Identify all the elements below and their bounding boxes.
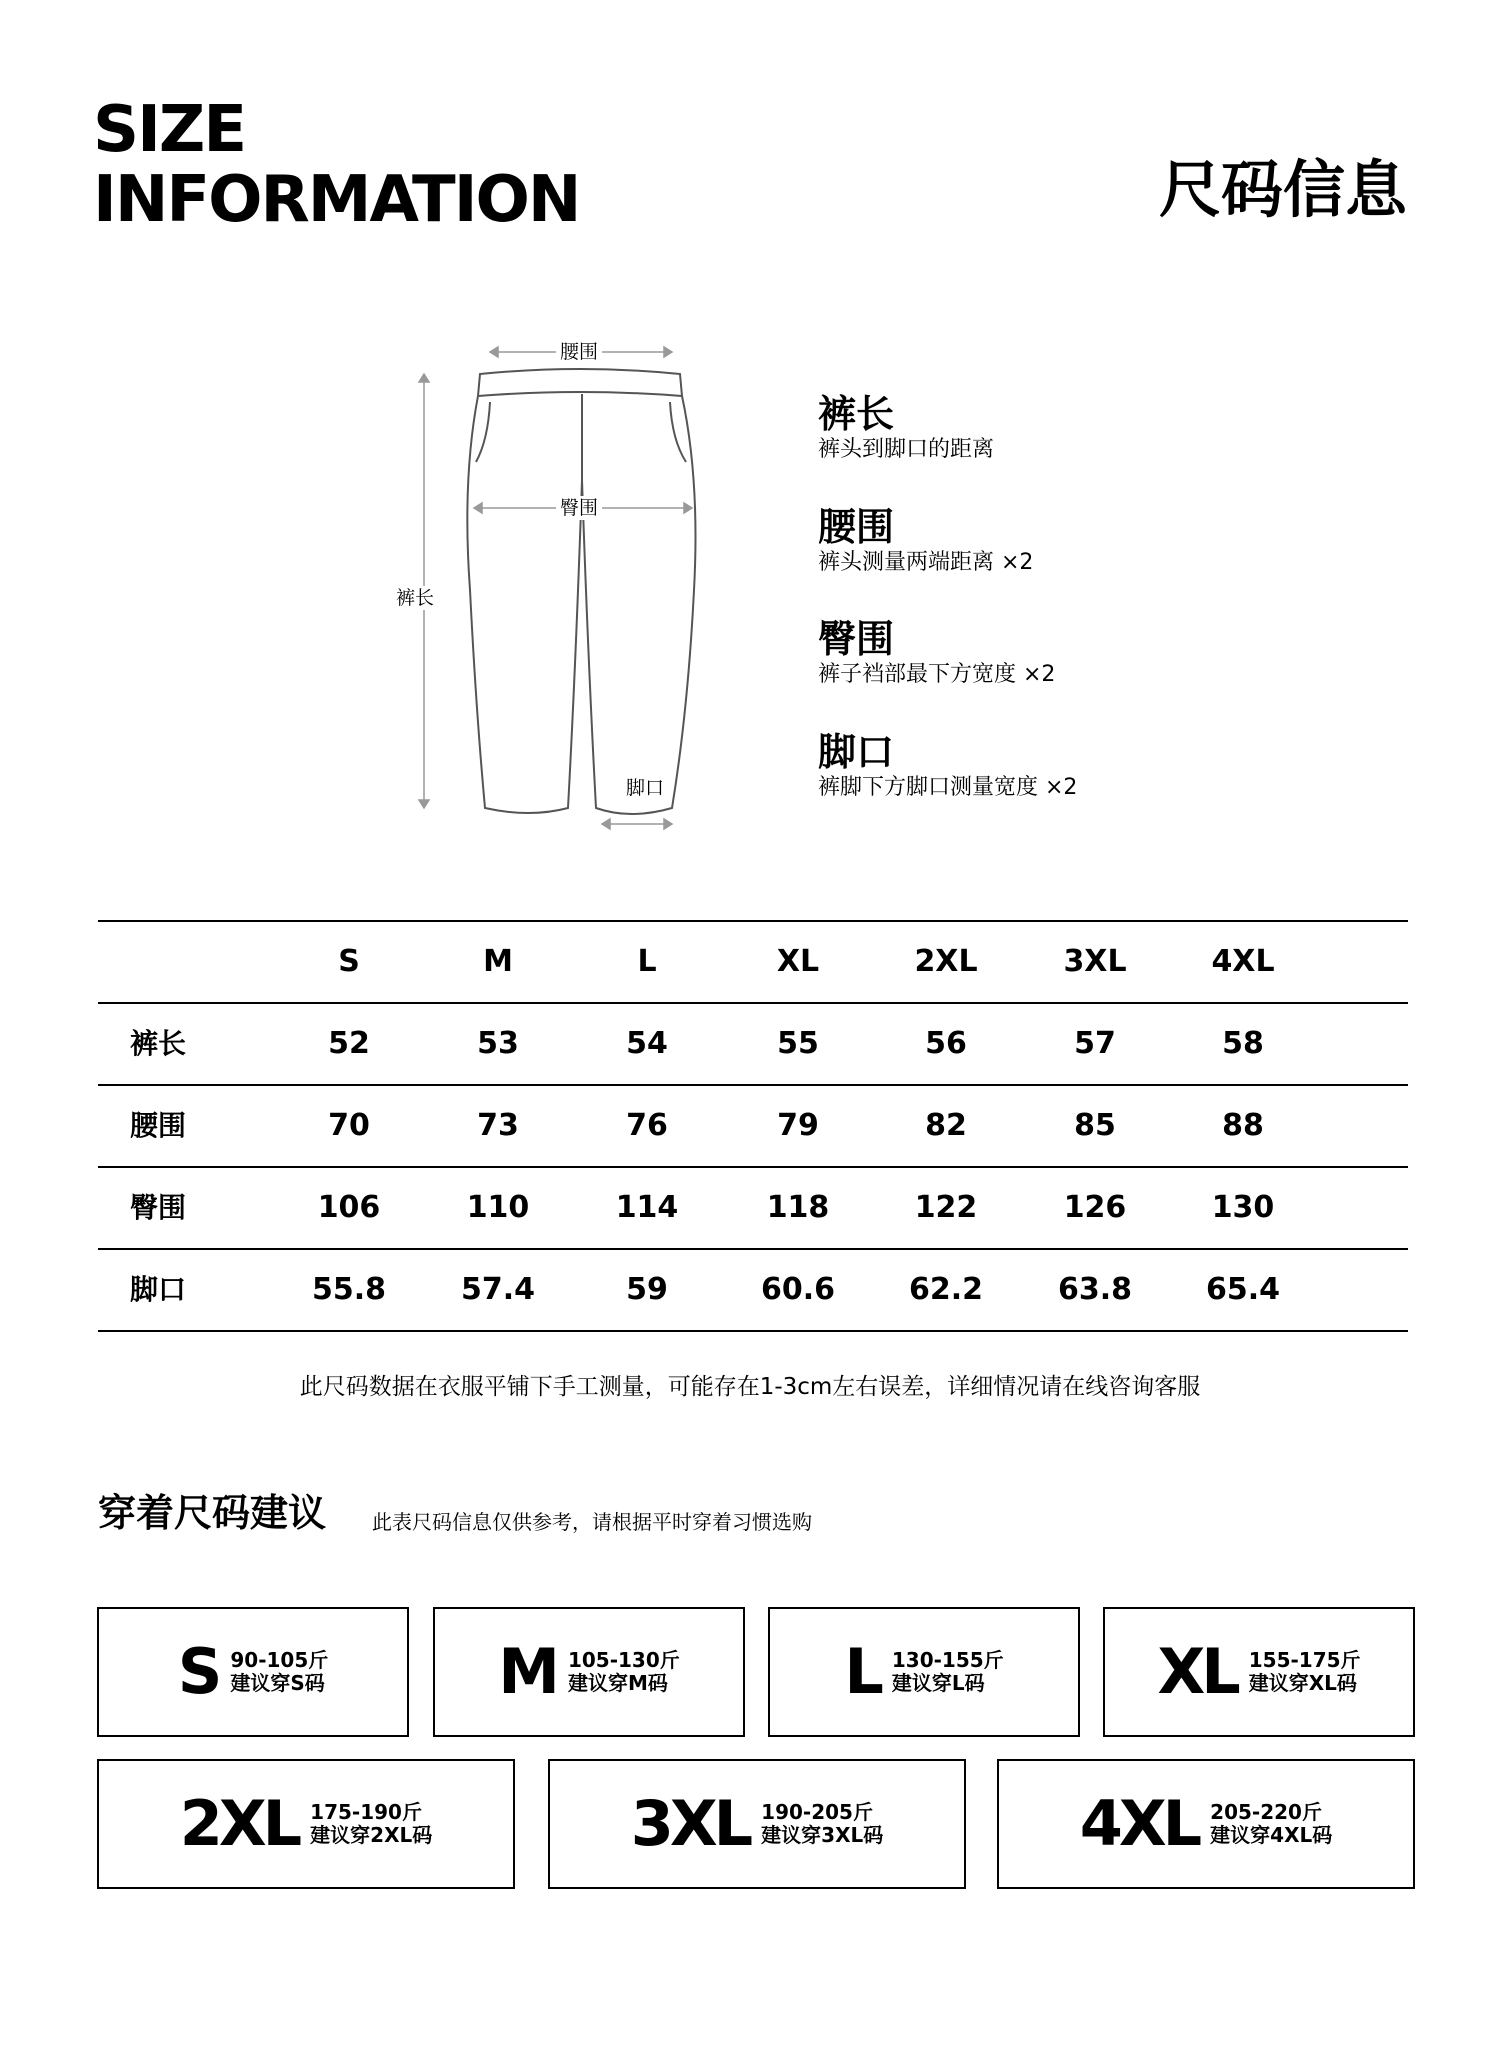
table-row [98,1168,1408,1250]
table-cell: 70 [328,1108,370,1143]
suggestion-subtitle: 此表尺码信息仅供参考，请根据平时穿着习惯选购 [372,1510,812,1534]
title-english-line1: SIZE [93,93,246,167]
size-card-s [97,1607,409,1737]
legend-item-hem [818,730,1418,802]
table-row [98,1004,1408,1086]
legend-item-waist [818,505,1418,577]
suggestion-title: 穿着尺码建议 [98,1491,327,1535]
title-english [93,95,579,235]
table-header-cell: 3XL [1063,944,1127,979]
measurement-note: 此尺码数据在衣服平铺下手工测量，可能存在1-3cm左右误差，详细情况请在线咨询客服 [299,1374,1201,1400]
table-cell: 85 [1074,1108,1116,1143]
title-chinese: 尺码信息 [1158,153,1407,226]
size-card-2xl [97,1759,515,1889]
table-cell: 118 [766,1190,830,1225]
size-table [98,920,1408,1332]
size-card-size: M [498,1635,556,1708]
size-card-size: S [177,1635,219,1708]
size-card-weight: 175-190斤 [310,1800,422,1824]
size-card-advice: 建议穿S码 [230,1671,325,1695]
size-card-size: L [844,1635,880,1708]
diagram-hip-label: 臀围 [556,496,602,520]
table-header-cell: 2XL [914,944,978,979]
table-header-cell: 4XL [1211,944,1275,979]
size-card-m [433,1607,745,1737]
table-header-cell: XL [776,944,820,979]
table-cell: 52 [328,1026,370,1061]
pants-outline-illustration [390,330,730,850]
table-cell: 57.4 [460,1272,536,1307]
size-card-advice: 建议穿4XL码 [1210,1823,1333,1847]
size-card-size: XL [1157,1635,1237,1708]
table-row-label: 裤长 [130,1027,187,1060]
table-cell: 53 [477,1026,519,1061]
legend-title: 臀围 [818,617,895,661]
table-cell: 55.8 [311,1272,387,1307]
size-card-advice: 建议穿3XL码 [761,1823,884,1847]
legend-title: 脚口 [818,730,895,774]
table-cell: 63.8 [1057,1272,1133,1307]
table-header-row [98,920,1408,1004]
size-card-advice: 建议穿M码 [567,1671,668,1695]
size-card-weight: 105-130斤 [567,1648,680,1672]
table-header-cell: M [483,944,513,979]
table-cell: 56 [925,1026,967,1061]
pants-diagram [390,330,730,850]
table-row [98,1086,1408,1168]
table-header-cell: S [338,944,360,979]
table-cell: 122 [914,1190,978,1225]
table-cell: 60.6 [760,1272,836,1307]
legend-desc: 裤头到脚口的距离 [818,437,995,462]
table-cell: 114 [615,1190,679,1225]
table-cell: 73 [477,1108,519,1143]
table-cell: 106 [317,1190,381,1225]
table-cell: 57 [1074,1026,1116,1061]
legend-desc: 裤头测量两端距离 ×2 [818,550,1034,575]
legend-desc: 裤子裆部最下方宽度 ×2 [818,662,1056,687]
legend-title: 腰围 [818,505,895,549]
table-cell: 54 [626,1026,668,1061]
table-cell: 130 [1211,1190,1275,1225]
title-english-line2: INFORMATION [93,163,580,237]
size-card-l [768,1607,1080,1737]
table-cell: 58 [1222,1026,1264,1061]
table-cell: 65.4 [1205,1272,1281,1307]
table-header-cell: L [637,944,657,979]
table-cell: 126 [1063,1190,1127,1225]
table-cell: 110 [466,1190,530,1225]
legend-title: 裤长 [818,392,895,436]
diagram-waist-label: 腰围 [556,340,602,364]
legend-item-length [818,392,1418,464]
legend-item-hip [818,617,1418,689]
size-card-4xl [997,1759,1415,1889]
size-card-weight: 205-220斤 [1210,1800,1322,1824]
size-card-size: 2XL [179,1787,299,1860]
size-card-weight: 90-105斤 [230,1648,329,1672]
table-cell: 59 [626,1272,668,1307]
size-card-weight: 190-205斤 [761,1800,873,1824]
diagram-hem-label: 脚口 [622,776,668,800]
table-cell: 76 [626,1108,668,1143]
size-card-size: 4XL [1079,1787,1199,1860]
table-row-label: 脚口 [130,1273,187,1306]
table-row [98,1250,1408,1332]
legend-desc: 裤脚下方脚口测量宽度 ×2 [818,775,1078,800]
table-row-label: 臀围 [130,1191,187,1224]
table-cell: 62.2 [908,1272,984,1307]
size-card-advice: 建议穿2XL码 [310,1823,433,1847]
size-card-weight: 155-175斤 [1248,1648,1361,1672]
size-card-advice: 建议穿XL码 [1248,1671,1357,1695]
size-card-size: 3XL [630,1787,750,1860]
size-card-advice: 建议穿L码 [891,1671,985,1695]
table-cell: 55 [777,1026,819,1061]
table-cell: 79 [777,1108,819,1143]
size-card-weight: 130-155斤 [891,1648,1004,1672]
table-cell: 82 [925,1108,967,1143]
diagram-length-label: 裤长 [392,586,438,610]
table-row-label: 腰围 [130,1109,187,1142]
table-cell: 88 [1222,1108,1264,1143]
size-card-3xl [548,1759,966,1889]
size-card-xl [1103,1607,1415,1737]
